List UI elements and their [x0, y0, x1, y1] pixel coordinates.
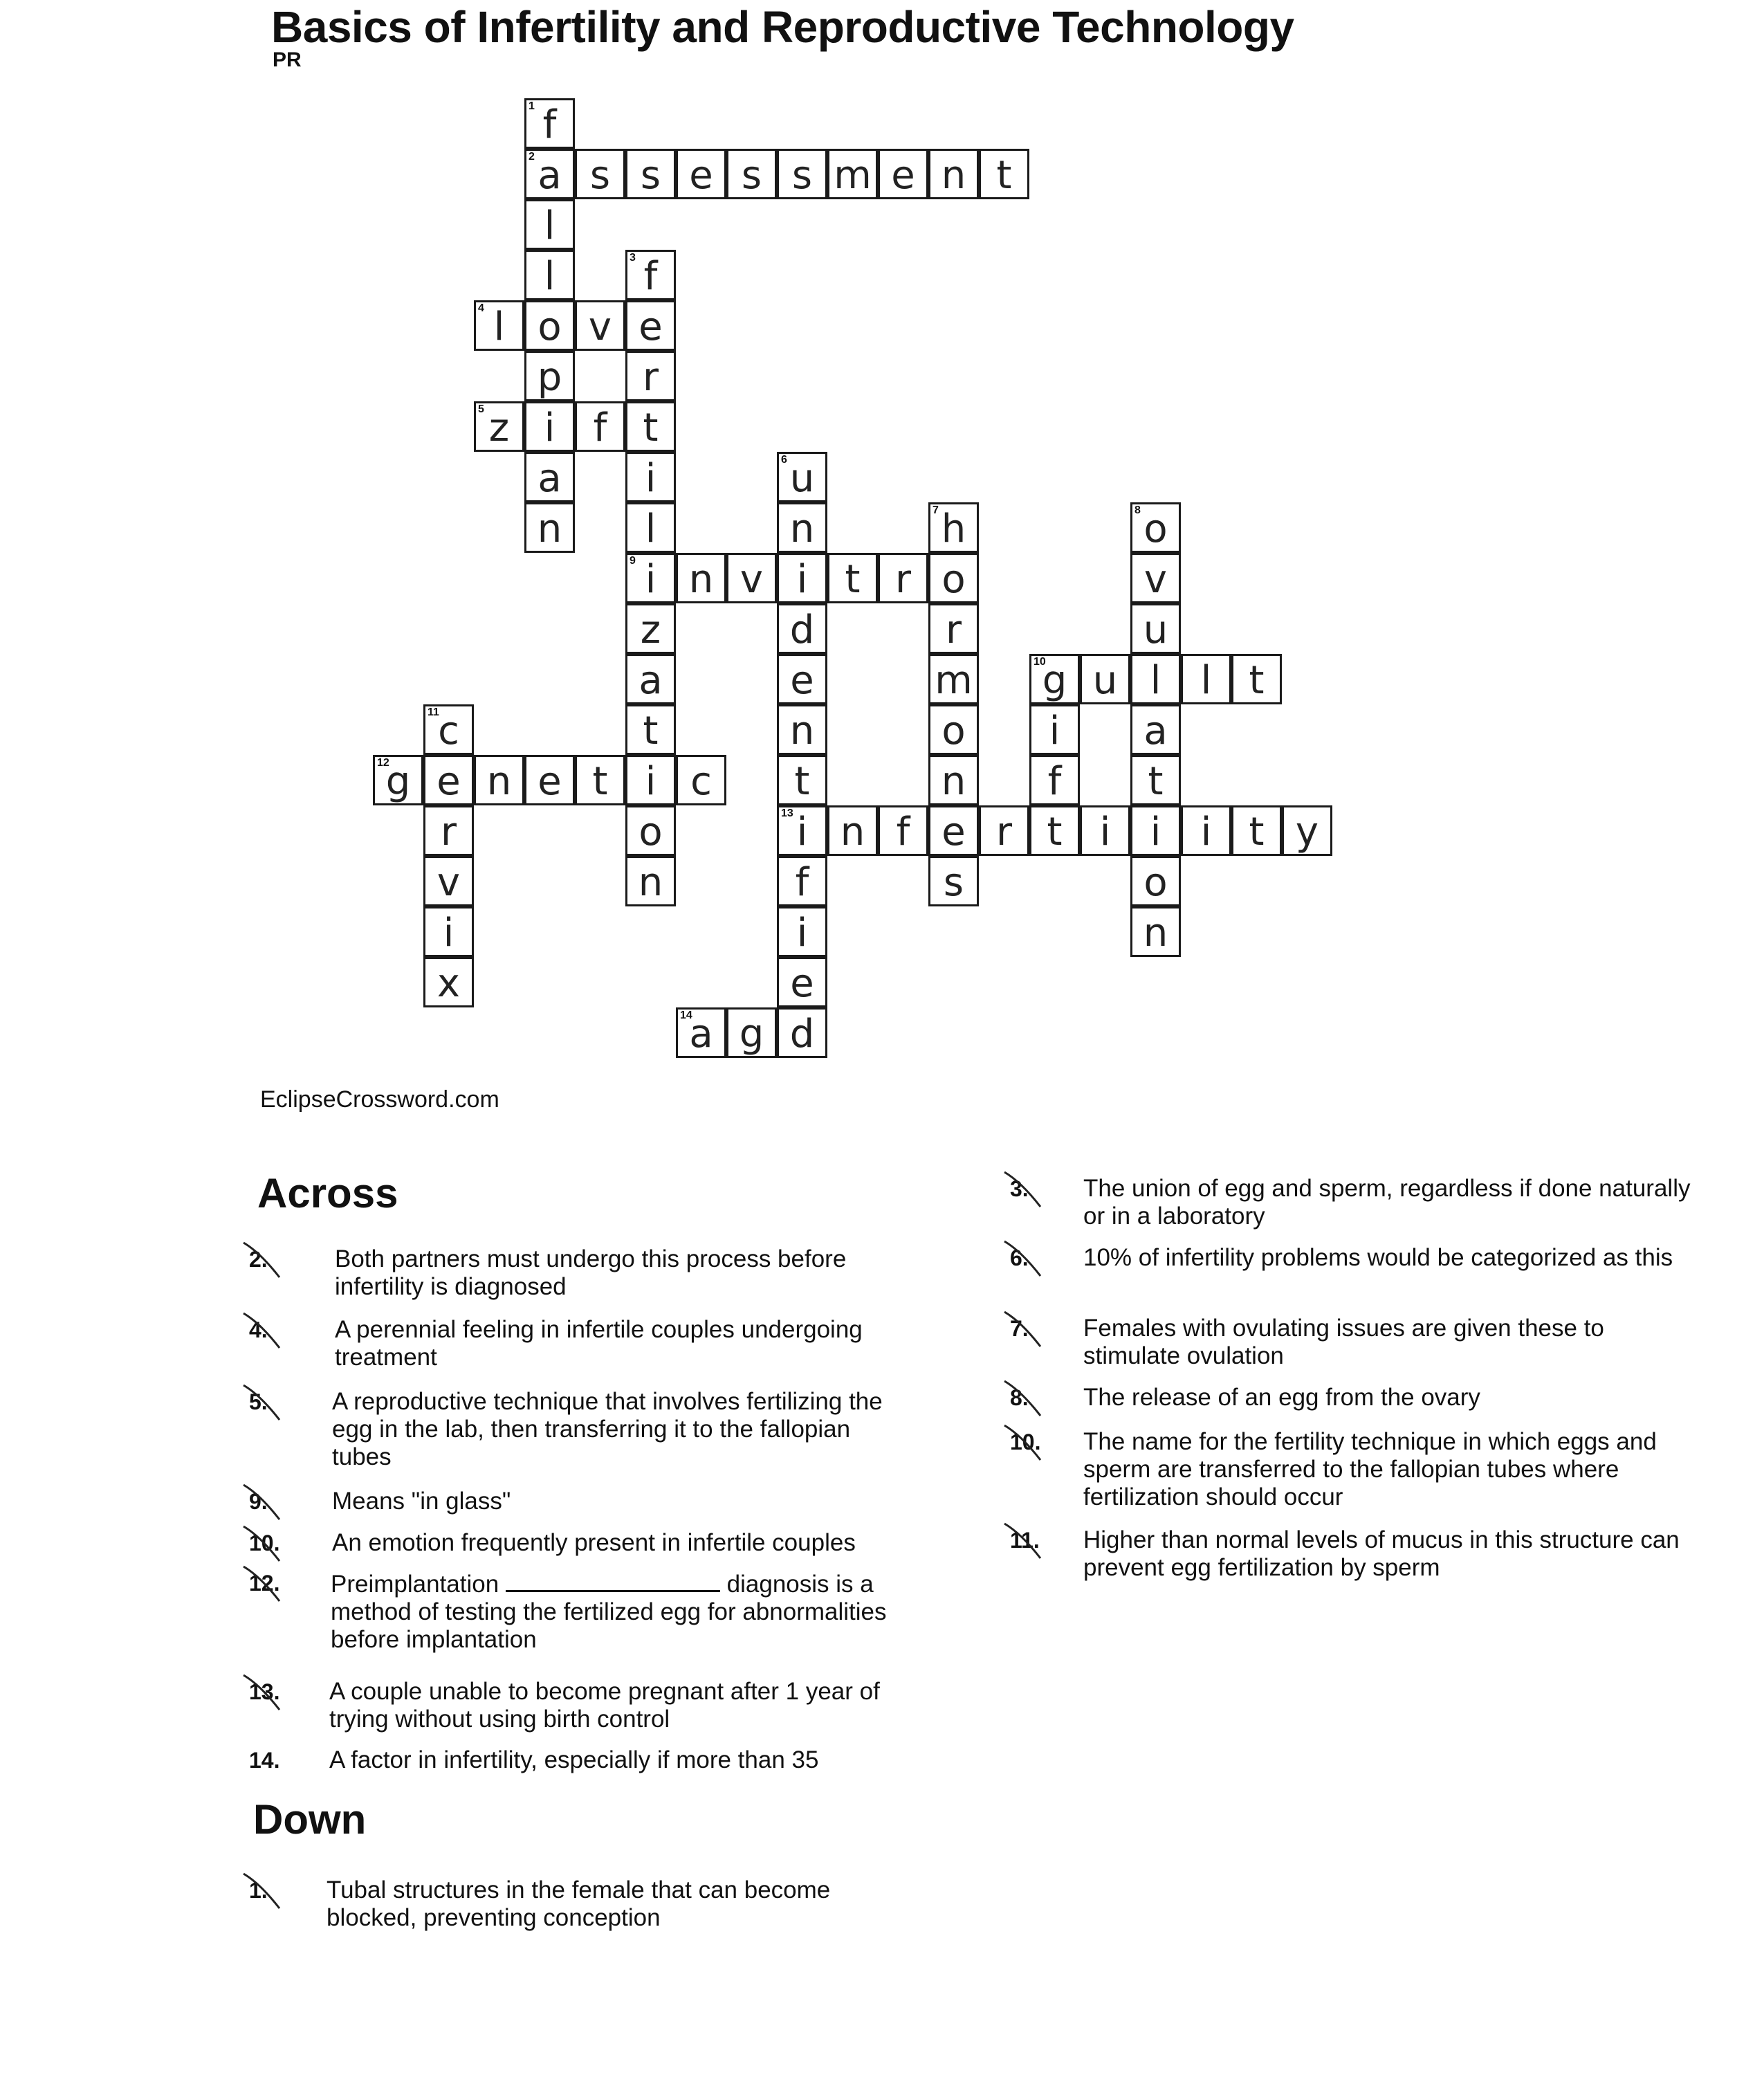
- crossword-cell[interactable]: [625, 300, 676, 351]
- handwritten-letter: l: [645, 506, 656, 551]
- handwritten-letter: e: [638, 304, 663, 349]
- clue-across-2: [249, 1245, 913, 1308]
- clue-number: 2.: [249, 1247, 268, 1272]
- crossword-cell[interactable]: [524, 755, 575, 805]
- crossword-cell[interactable]: [524, 452, 575, 502]
- handwritten-letter: c: [690, 759, 712, 804]
- crossword-cell[interactable]: [625, 502, 676, 553]
- handwritten-letter: r: [440, 810, 457, 855]
- crossword-cell[interactable]: [524, 300, 575, 351]
- crossword-cell[interactable]: [625, 856, 676, 906]
- handwritten-letter: l: [1150, 658, 1161, 703]
- crossword-cell[interactable]: [777, 654, 827, 704]
- handwritten-letter: u: [1143, 608, 1168, 652]
- handwritten-letter: n: [941, 759, 966, 804]
- handwritten-letter: o: [638, 810, 663, 855]
- handwritten-letter: g: [385, 759, 411, 804]
- cell-number: 6: [781, 454, 787, 466]
- clue-down-1: [249, 1876, 913, 1939]
- handwritten-letter: o: [1143, 506, 1168, 551]
- handwritten-letter: n: [941, 153, 966, 198]
- clue-number: 8.: [1010, 1385, 1029, 1410]
- crossword-cell[interactable]: [524, 149, 575, 199]
- crossword-cell[interactable]: [575, 149, 625, 199]
- cell-number: 12: [377, 757, 389, 769]
- cell-number: 7: [932, 504, 939, 516]
- handwritten-letter: e: [790, 658, 814, 703]
- crossword-cell[interactable]: [777, 805, 827, 856]
- handwritten-letter: f: [542, 102, 557, 147]
- handwritten-letter: t: [1148, 759, 1164, 804]
- handwritten-letter: t: [845, 557, 861, 602]
- clue-number: 9.: [249, 1489, 268, 1514]
- clue-number: 14.: [249, 1748, 280, 1773]
- worksheet-title: Basics of Infertility and Reproductive Technology: [271, 2, 1294, 52]
- crossword-cell[interactable]: [1130, 603, 1181, 654]
- crossword-cell[interactable]: [474, 300, 524, 351]
- crossword-cell[interactable]: [726, 149, 777, 199]
- crossword-cell[interactable]: [1080, 805, 1130, 856]
- handwritten-letter: f: [795, 860, 809, 905]
- clue-down-7: [1010, 1315, 1702, 1377]
- crossword-cell[interactable]: [878, 553, 928, 603]
- clue-number: 12.: [249, 1571, 280, 1596]
- crossword-cell[interactable]: [625, 603, 676, 654]
- crossword-cell[interactable]: [777, 957, 827, 1007]
- crossword-cell[interactable]: [1029, 704, 1080, 755]
- crossword-cell[interactable]: [928, 856, 979, 906]
- crossword-cell[interactable]: [1130, 654, 1181, 704]
- crossword-cell[interactable]: [1130, 502, 1181, 553]
- clue-text: The release of an egg from the ovary: [1083, 1384, 1480, 1411]
- handwritten-letter: n: [688, 557, 714, 602]
- cell-number: 9: [630, 555, 636, 567]
- handwritten-letter: f: [896, 810, 910, 855]
- crossword-cell[interactable]: [625, 654, 676, 704]
- clue-text: The name for the fertility technique in which eggs and sperm are transferred to the fallopian tubes where fertilization should occur: [1083, 1428, 1657, 1510]
- crossword-cell[interactable]: [625, 704, 676, 755]
- handwritten-letter: g: [739, 1012, 764, 1057]
- crossword-cell[interactable]: [777, 502, 827, 553]
- handwritten-letter: a: [689, 1012, 713, 1057]
- cell-number: 4: [478, 302, 484, 314]
- clue-down-11: [1010, 1526, 1702, 1589]
- handwritten-letter: n: [537, 506, 562, 551]
- handwritten-letter: i: [1200, 810, 1212, 855]
- handwritten-letter: s: [791, 153, 813, 198]
- crossword-cell[interactable]: [1231, 805, 1282, 856]
- handwritten-letter: n: [789, 709, 815, 754]
- handwritten-letter: n: [1143, 911, 1168, 956]
- handwritten-letter: l: [1200, 658, 1212, 703]
- clue-text: An emotion frequently present in infertile couples: [332, 1529, 856, 1556]
- cell-number: 8: [1134, 504, 1141, 516]
- handwritten-letter: u: [1092, 658, 1118, 703]
- crossword-cell[interactable]: [979, 149, 1029, 199]
- handwritten-letter: v: [588, 304, 612, 349]
- handwritten-letter: e: [689, 153, 713, 198]
- crossword-cell[interactable]: [1029, 654, 1080, 704]
- clue-text-before: Preimplantation: [331, 1571, 499, 1598]
- crossword-cell[interactable]: [625, 805, 676, 856]
- answer-blank: [506, 1569, 720, 1592]
- crossword-cell[interactable]: [827, 149, 878, 199]
- crossword-cell[interactable]: [878, 149, 928, 199]
- handwritten-letter: v: [437, 860, 461, 905]
- handwritten-letter: t: [1249, 658, 1265, 703]
- handwritten-letter: n: [789, 506, 815, 551]
- crossword-cell[interactable]: [423, 805, 474, 856]
- handwritten-letter: o: [1143, 860, 1168, 905]
- cell-number: 5: [478, 403, 484, 415]
- handwritten-letter: o: [941, 709, 966, 754]
- clue-number: 3.: [1010, 1176, 1029, 1201]
- clue-number: 4.: [249, 1317, 268, 1342]
- crossword-cell[interactable]: [524, 502, 575, 553]
- clue-text: Means "in glass": [332, 1488, 511, 1515]
- handwritten-letter: e: [437, 759, 461, 804]
- crossword-cell[interactable]: [777, 704, 827, 755]
- clue-text: A reproductive technique that involves fertilizing the egg in the lab, then transferring it to the fallopian tubes: [332, 1388, 883, 1470]
- handwritten-letter: l: [544, 203, 555, 248]
- crossword-cell[interactable]: [726, 553, 777, 603]
- crossword-cell[interactable]: [575, 755, 625, 805]
- crossword-cell[interactable]: [524, 199, 575, 250]
- crossword-cell[interactable]: [1029, 755, 1080, 805]
- crossword-cell[interactable]: [726, 1007, 777, 1058]
- clue-across-13: [249, 1678, 913, 1740]
- crossword-cell[interactable]: [575, 401, 625, 452]
- handwritten-letter: f: [593, 405, 607, 450]
- handwritten-letter: t: [1047, 810, 1063, 855]
- handwritten-letter: r: [995, 810, 1013, 855]
- cell-number: 14: [680, 1010, 692, 1021]
- handwritten-letter: r: [642, 355, 659, 400]
- cell-number: 2: [529, 151, 535, 163]
- handwritten-letter: d: [789, 1012, 815, 1057]
- crossword-cell[interactable]: [928, 704, 979, 755]
- crossword-cell[interactable]: [423, 704, 474, 755]
- handwritten-letter: a: [638, 658, 663, 703]
- clue-across-9: [249, 1488, 913, 1519]
- crossword-cell[interactable]: [423, 856, 474, 906]
- handwritten-letter: z: [488, 405, 510, 450]
- crossword-cell[interactable]: [928, 149, 979, 199]
- crossword-cell[interactable]: [1130, 906, 1181, 957]
- crossword-cell[interactable]: [423, 755, 474, 805]
- handwritten-letter: a: [538, 456, 562, 501]
- cell-number: 1: [529, 100, 535, 112]
- handwritten-letter: i: [544, 405, 555, 450]
- crossword-cell[interactable]: [676, 1007, 726, 1058]
- crossword-cell[interactable]: [1130, 704, 1181, 755]
- crossword-cell[interactable]: [625, 553, 676, 603]
- clue-number: 10.: [1010, 1430, 1041, 1454]
- clue-text: Both partners must undergo this process before infertility is diagnosed: [335, 1245, 847, 1300]
- clue-number: 6.: [1010, 1245, 1029, 1270]
- clue-text: Higher than normal levels of mucus in this structure can prevent egg fertilization by sperm: [1083, 1526, 1680, 1581]
- handwritten-letter: s: [943, 860, 964, 905]
- crossword-cell[interactable]: [777, 1007, 827, 1058]
- crossword-cell[interactable]: [474, 755, 524, 805]
- handwritten-letter: v: [1143, 557, 1168, 602]
- handwritten-letter: i: [1150, 810, 1161, 855]
- handwritten-letter: s: [741, 153, 762, 198]
- crossword-cell[interactable]: [827, 805, 878, 856]
- crossword-cell[interactable]: [676, 755, 726, 805]
- clue-text-after: diagnosis is a method of testing the fertilized egg for abnormalities before implantation: [331, 1571, 887, 1653]
- clue-number: 1.: [249, 1878, 268, 1903]
- crossword-cell[interactable]: [474, 401, 524, 452]
- handwritten-letter: t: [643, 709, 659, 754]
- crossword-cell[interactable]: [1282, 805, 1332, 856]
- crossword-cell[interactable]: [928, 603, 979, 654]
- crossword-cell[interactable]: [928, 755, 979, 805]
- clue-text: A couple unable to become pregnant after 1 year of trying without using birth control: [329, 1678, 880, 1733]
- clue-down-3: [1010, 1175, 1702, 1237]
- crossword-cell[interactable]: [1231, 654, 1282, 704]
- handwritten-letter: v: [739, 557, 764, 602]
- handwritten-letter: n: [840, 810, 865, 855]
- handwritten-letter: c: [438, 709, 459, 754]
- crossword-cell[interactable]: [423, 906, 474, 957]
- clue-number: 5.: [249, 1389, 268, 1414]
- clue-across-12: [249, 1569, 913, 1659]
- handwritten-letter: i: [645, 759, 656, 804]
- clue-down-10: [1010, 1428, 1702, 1518]
- crossword-cell[interactable]: [524, 98, 575, 149]
- handwritten-letter: e: [941, 810, 966, 855]
- across-heading: Across: [257, 1170, 398, 1216]
- crossword-cell[interactable]: [625, 351, 676, 401]
- handwritten-letter: i: [796, 911, 808, 956]
- clue-number: 11.: [1010, 1528, 1040, 1553]
- cell-number: 13: [781, 807, 793, 819]
- clue-down-6: [1010, 1244, 1702, 1306]
- crossword-cell[interactable]: [928, 805, 979, 856]
- crossword-cell[interactable]: [524, 351, 575, 401]
- handwritten-letter: p: [537, 355, 562, 400]
- clue-text: 10% of infertility problems would be categorized as this: [1083, 1244, 1673, 1271]
- crossword-cell[interactable]: [827, 553, 878, 603]
- handwritten-letter: z: [640, 608, 661, 652]
- clue-across-14: [249, 1746, 913, 1778]
- crossword-cell[interactable]: [777, 553, 827, 603]
- crossword-cell[interactable]: [373, 755, 423, 805]
- crossword-cell[interactable]: [1029, 805, 1080, 856]
- crossword-cell[interactable]: [979, 805, 1029, 856]
- handwritten-letter: n: [638, 860, 663, 905]
- handwritten-letter: i: [645, 456, 656, 501]
- crossword-cell[interactable]: [928, 502, 979, 553]
- handwritten-letter: y: [1295, 810, 1319, 855]
- handwritten-letter: g: [1042, 658, 1067, 703]
- handwritten-letter: x: [437, 961, 461, 1006]
- handwritten-letter: t: [592, 759, 608, 804]
- cell-number: 10: [1033, 656, 1046, 668]
- handwritten-letter: l: [493, 304, 505, 349]
- crossword-cell[interactable]: [777, 149, 827, 199]
- crossword-cell[interactable]: [1181, 654, 1231, 704]
- crossword-cell[interactable]: [928, 553, 979, 603]
- handwritten-letter: a: [1143, 709, 1168, 754]
- handwritten-letter: r: [945, 608, 962, 652]
- handwritten-letter: m: [834, 153, 872, 198]
- crossword-cell[interactable]: [777, 603, 827, 654]
- crossword-cell[interactable]: [676, 149, 726, 199]
- handwritten-letter: l: [544, 254, 555, 299]
- handwritten-letter: t: [643, 405, 659, 450]
- crossword-cell[interactable]: [1130, 856, 1181, 906]
- crossword-cell[interactable]: [1080, 654, 1130, 704]
- handwritten-letter: s: [640, 153, 661, 198]
- crossword-cell[interactable]: [625, 452, 676, 502]
- crossword-cell[interactable]: [777, 856, 827, 906]
- crossword-cell[interactable]: [625, 149, 676, 199]
- handwritten-letter: s: [589, 153, 611, 198]
- clue-down-8: [1010, 1384, 1702, 1415]
- handwritten-letter: i: [645, 557, 656, 602]
- cell-number: 11: [428, 706, 439, 718]
- handwritten-letter: u: [789, 456, 815, 501]
- clue-number: 13.: [249, 1679, 280, 1704]
- clue-number: 10.: [249, 1531, 280, 1555]
- crossword-cell[interactable]: [423, 957, 474, 1007]
- down-heading: Down: [253, 1796, 367, 1843]
- source-credit: EclipseCrossword.com: [260, 1086, 499, 1113]
- handwritten-letter: f: [1047, 759, 1062, 804]
- handwritten-letter: o: [538, 304, 562, 349]
- crossword-cell[interactable]: [1181, 805, 1231, 856]
- crossword-cell[interactable]: [1130, 755, 1181, 805]
- handwritten-letter: i: [796, 557, 808, 602]
- handwritten-letter: e: [891, 153, 915, 198]
- handwritten-letter: o: [941, 557, 966, 602]
- handwritten-letter: n: [486, 759, 512, 804]
- crossword-cell[interactable]: [1130, 553, 1181, 603]
- clue-number: 7.: [1010, 1316, 1029, 1341]
- clue-text: A factor in infertility, especially if more than 35: [329, 1746, 819, 1773]
- handwritten-letter: h: [941, 506, 966, 551]
- handwritten-letter: i: [1049, 709, 1060, 754]
- handwritten-letter: t: [1249, 810, 1265, 855]
- crossword-cell[interactable]: [575, 300, 625, 351]
- crossword-cell[interactable]: [928, 654, 979, 704]
- clue-across-4: [249, 1316, 913, 1378]
- crossword-cell[interactable]: [625, 250, 676, 300]
- clue-across-5: [249, 1388, 913, 1478]
- handwritten-letter: m: [935, 658, 973, 703]
- crossword-cell[interactable]: [878, 805, 928, 856]
- crossword-cell[interactable]: [777, 452, 827, 502]
- crossword-cell[interactable]: [625, 755, 676, 805]
- crossword-cell[interactable]: [524, 401, 575, 452]
- clue-text: A perennial feeling in infertile couples undergoing treatment: [335, 1316, 863, 1371]
- handwritten-letter: f: [643, 254, 658, 299]
- crossword-cell[interactable]: [777, 906, 827, 957]
- handwritten-letter: t: [996, 153, 1012, 198]
- handwritten-letter: e: [538, 759, 562, 804]
- crossword-cell[interactable]: [676, 553, 726, 603]
- handwritten-letter: i: [1099, 810, 1111, 855]
- clue-across-10: [249, 1529, 913, 1560]
- crossword-cell[interactable]: [1130, 805, 1181, 856]
- clue-text: Tubal structures in the female that can become blocked, preventing conception: [327, 1876, 831, 1931]
- handwritten-letter: r: [894, 557, 912, 602]
- handwritten-letter: i: [796, 810, 808, 855]
- handwritten-letter: a: [538, 153, 562, 198]
- clue-text: Females with ovulating issues are given these to stimulate ovulation: [1083, 1315, 1604, 1369]
- handwritten-letter: t: [794, 759, 810, 804]
- worksheet-subtitle: PR: [273, 48, 302, 71]
- cell-number: 3: [630, 252, 636, 264]
- handwritten-letter: d: [789, 608, 815, 652]
- handwritten-letter: i: [443, 911, 454, 956]
- crossword-cell[interactable]: [777, 755, 827, 805]
- crossword-cell[interactable]: [524, 250, 575, 300]
- handwritten-letter: e: [790, 961, 814, 1006]
- clue-text: The union of egg and sperm, regardless if done naturally or in a laboratory: [1083, 1175, 1691, 1230]
- crossword-cell[interactable]: [625, 401, 676, 452]
